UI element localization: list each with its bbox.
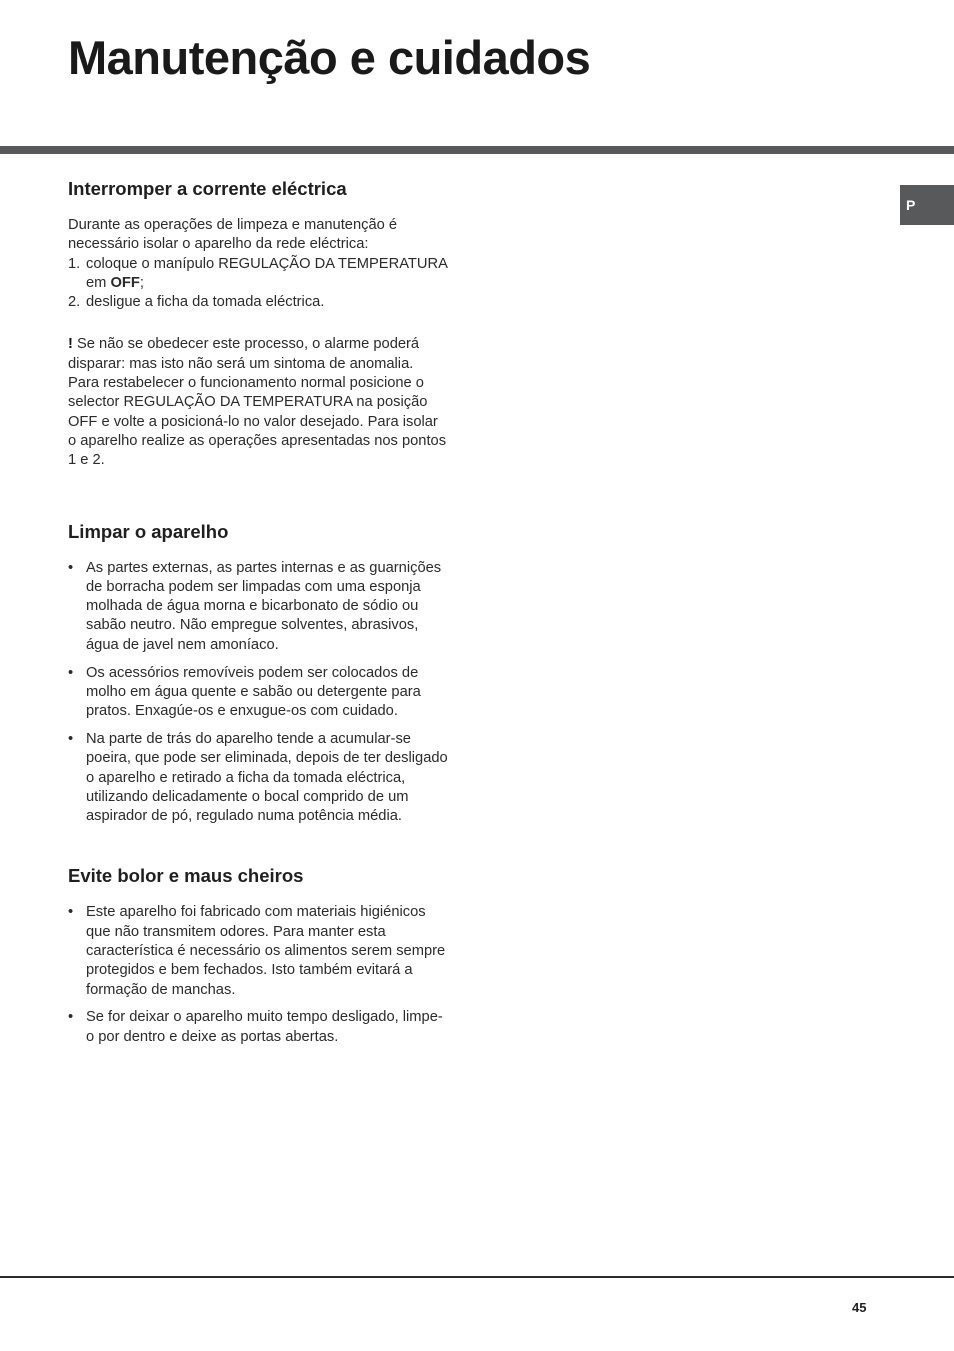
list-item [68, 664, 448, 722]
bullet-icon: • [68, 904, 74, 921]
warning-icon: ! [68, 336, 73, 353]
section-cleaning [68, 519, 448, 827]
bullet-icon: • [68, 559, 74, 576]
list-item [68, 255, 448, 294]
list-item [68, 293, 448, 312]
bullet-icon: • [68, 664, 74, 681]
main-content [68, 176, 448, 1056]
section-intro: Durante as operações de limpeza e manutenção é necessário isolar o aparelho da rede eléctrica: [68, 217, 398, 253]
footer-rule [0, 1276, 954, 1278]
bullet-text: Os acessórios removíveis podem ser colocados de molho em água quente e sabão ou detergente para pratos. Enxagúe-os e enxugue-os com cuidado. [86, 664, 421, 720]
steps-list [68, 255, 448, 313]
bullet-text: Na parte de trás do aparelho tende a acumular-se poeira, que pode ser eliminada, depois de ter desligado o aparelho e retirado a ficha da tomada eléctrica, utilizando delicadamente o bocal comprido de um aspirador de pó, regulado numa potência média. [86, 730, 448, 825]
bullet-icon: • [68, 730, 74, 747]
section-mold-odors [68, 863, 448, 1047]
off-label: OFF [110, 274, 140, 291]
warning-text: Se não se obedecer este processo, o alarme poderá disparar: mas isto não será um sintoma de anomalia. Para restabelecer o funcionamento normal posicione o selector REGULAÇÃO DA TEMPERATURA na posição OFF e volte a posicioná-lo no valor desejado. Para isolar o aparelho realize as operações apresentadas nos pontos 1 e 2. [68, 336, 447, 469]
step-number: 1. [68, 255, 81, 272]
section-heading: Limpar o aparelho [68, 520, 229, 542]
list-item [68, 730, 448, 826]
bullet-text: Se for deixar o aparelho muito tempo desligado, limpe-o por dentro e deixe as portas abertas. [86, 1009, 443, 1045]
section-heading: Interromper a corrente eléctrica [68, 178, 347, 199]
language-tab: P [900, 185, 954, 225]
bullet-text-continued: que não transmitem odores. Para manter esta característica é necessário os alimentos serem sempre protegidos e bem fechados. Isto também evitará a formação de manchas. [86, 923, 446, 998]
bullet-text: Este aparelho foi fabricado com materiais higiénicos [86, 904, 426, 921]
warning-note [68, 335, 448, 470]
bullet-list [68, 559, 448, 827]
bullet-list [68, 903, 448, 1047]
list-item [68, 903, 448, 999]
page-number: 45 [852, 1300, 867, 1315]
header-rule [0, 146, 954, 154]
step-text: desligue a ficha da tomada eléctrica. [86, 294, 325, 311]
step-number: 2. [68, 294, 81, 311]
section-heading: Evite bolor e maus cheiros [68, 865, 304, 887]
bullet-text: As partes externas, as partes internas e as guarnições de borracha podem ser limpadas com uma esponja molhada de água morna e bicarbonato de sódio ou sabão neutro. Não empregue solventes, abrasivos, água de javel nem amoníaco. [86, 559, 442, 653]
step-text-end: ; [139, 274, 144, 291]
section-power-off [68, 176, 448, 471]
step-text: coloque o manípulo REGULAÇÃO DA TEMPERATURA em [86, 255, 448, 291]
list-item [68, 1008, 448, 1047]
bullet-icon: • [68, 1009, 74, 1026]
page-title: Manutenção e cuidados [68, 31, 591, 84]
list-item [68, 559, 448, 655]
